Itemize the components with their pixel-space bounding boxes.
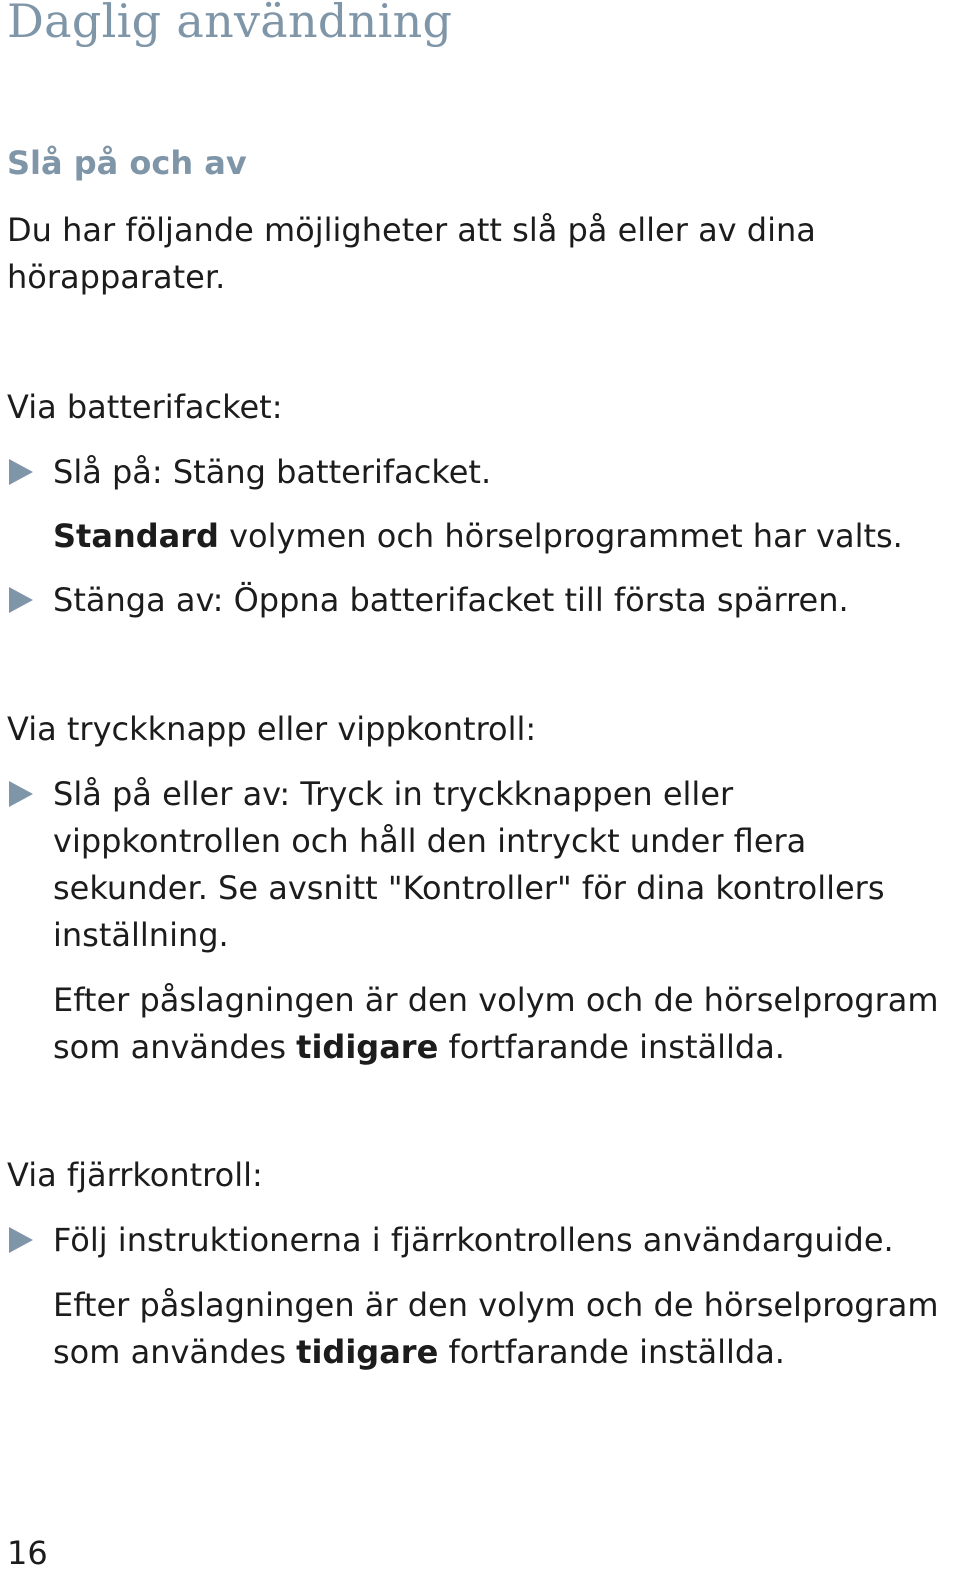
remote-note-line1: Efter påslagningen är den volym och de hörselprogram — [53, 1286, 939, 1324]
pushbutton-note-post: fortfarande inställda. — [438, 1028, 785, 1066]
pushbutton-note-pre: som användes — [53, 1028, 297, 1066]
remote-note-pre: som användes — [53, 1333, 297, 1371]
remote-label: Via fjärrkontroll: — [7, 1156, 263, 1194]
remote-note — [53, 1282, 939, 1376]
pushbutton-note-line1: Efter påslagningen är den volym och de hörselprogram — [53, 981, 939, 1019]
section-heading: Slå på och av — [7, 144, 247, 182]
triangle-right-icon — [9, 781, 33, 807]
intro-line: hörapparater. — [7, 258, 226, 296]
pushbutton-note — [53, 977, 939, 1071]
pushbutton-step-line: sekunder. Se avsnitt "Kontroller" för dina kontrollers — [53, 869, 885, 907]
pushbutton-note-bold: tidigare — [296, 1028, 439, 1066]
pushbutton-step-line: vippkontrollen och håll den intryckt under flera — [53, 822, 807, 860]
battery-label: Via batterifacket: — [7, 388, 283, 426]
triangle-right-icon — [9, 1227, 33, 1253]
battery-step-off: Stänga av: Öppna batterifacket till första spärren. — [53, 581, 849, 619]
triangle-right-icon — [9, 587, 33, 613]
intro-paragraph — [7, 207, 816, 301]
battery-note-rest: volymen och hörselprogrammet har valts. — [218, 517, 903, 555]
battery-step-on: Slå på: Stäng batterifacket. — [53, 453, 492, 491]
pushbutton-label: Via tryckknapp eller vippkontroll: — [7, 710, 537, 748]
page-title: Daglig användning — [7, 0, 453, 48]
battery-note — [53, 513, 903, 560]
remote-note-post: fortfarande inställda. — [438, 1333, 785, 1371]
pushbutton-step-line: inställning. — [53, 916, 229, 954]
battery-note-bold: Standard — [53, 517, 219, 555]
page-number: 16 — [7, 1534, 48, 1572]
pushbutton-step-line: Slå på eller av: Tryck in tryckknappen eller — [53, 775, 734, 813]
intro-line: Du har följande möjligheter att slå på eller av dina — [7, 211, 816, 249]
remote-step: Följ instruktionerna i fjärrkontrollens användarguide. — [53, 1221, 894, 1259]
remote-note-bold: tidigare — [296, 1333, 439, 1371]
triangle-right-icon — [9, 459, 33, 485]
pushbutton-step — [53, 771, 884, 959]
